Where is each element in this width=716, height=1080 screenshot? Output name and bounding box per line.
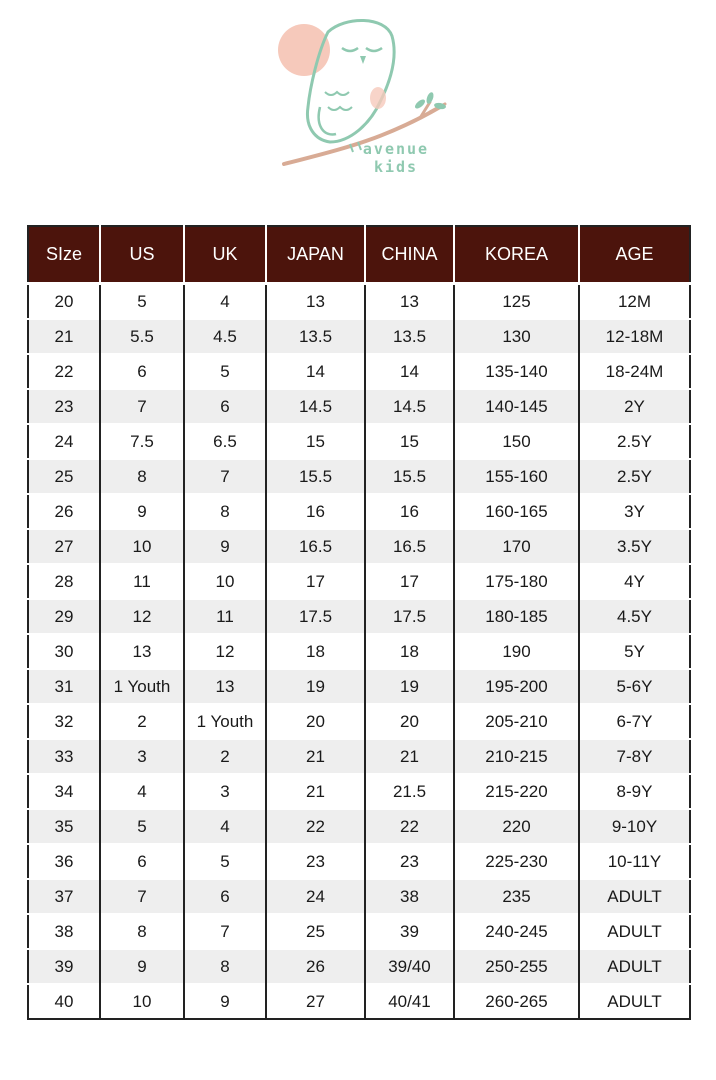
cell-age: 3Y: [579, 494, 690, 529]
cell-size: 29: [28, 599, 100, 634]
cell-size: 23: [28, 389, 100, 424]
cell-china: 40/41: [365, 984, 454, 1019]
cell-uk: 8: [184, 494, 266, 529]
cell-japan: 21: [266, 774, 365, 809]
cell-japan: 13: [266, 284, 365, 320]
cell-age: 12-18M: [579, 319, 690, 354]
cell-uk: 6: [184, 389, 266, 424]
cell-us: 6: [100, 354, 184, 389]
cell-china: 19: [365, 669, 454, 704]
cell-size: 35: [28, 809, 100, 844]
cell-age: ADULT: [579, 879, 690, 914]
cell-age: 18-24M: [579, 354, 690, 389]
header-korea: KOREA: [454, 226, 579, 284]
cell-us: 2: [100, 704, 184, 739]
table-row: [28, 599, 690, 634]
cell-korea: 155-160: [454, 459, 579, 494]
cell-uk: 11: [184, 599, 266, 634]
cell-uk: 4.5: [184, 319, 266, 354]
cell-japan: 14.5: [266, 389, 365, 424]
cell-korea: 190: [454, 634, 579, 669]
cell-size: 32: [28, 704, 100, 739]
table-row: [28, 844, 690, 879]
cell-china: 20: [365, 704, 454, 739]
table-row: [28, 424, 690, 459]
cell-korea: 210-215: [454, 739, 579, 774]
cell-age: 4.5Y: [579, 599, 690, 634]
cell-us: 9: [100, 949, 184, 984]
header-japan: JAPAN: [266, 226, 365, 284]
size-chart-table: [27, 225, 691, 1020]
cell-korea: 135-140: [454, 354, 579, 389]
cell-us: 5: [100, 809, 184, 844]
cell-age: 8-9Y: [579, 774, 690, 809]
cell-china: 13.5: [365, 319, 454, 354]
cell-us: 12: [100, 599, 184, 634]
cell-china: 22: [365, 809, 454, 844]
cell-size: 20: [28, 284, 100, 320]
table-row: [28, 774, 690, 809]
cell-age: 2.5Y: [579, 424, 690, 459]
cell-age: 10-11Y: [579, 844, 690, 879]
cell-korea: 240-245: [454, 914, 579, 949]
header-uk: UK: [184, 226, 266, 284]
cell-korea: 225-230: [454, 844, 579, 879]
cell-korea: 260-265: [454, 984, 579, 1019]
cell-uk: 5: [184, 354, 266, 389]
table-row: [28, 284, 690, 320]
cell-us: 3: [100, 739, 184, 774]
cell-size: 38: [28, 914, 100, 949]
cell-uk: 10: [184, 564, 266, 599]
cell-japan: 22: [266, 809, 365, 844]
cell-china: 16.5: [365, 529, 454, 564]
cell-china: 18: [365, 634, 454, 669]
cell-age: 7-8Y: [579, 739, 690, 774]
cell-korea: 130: [454, 319, 579, 354]
brand-line-2: kids: [373, 158, 419, 176]
cell-china: 21: [365, 739, 454, 774]
cell-japan: 24: [266, 879, 365, 914]
cell-age: 2.5Y: [579, 459, 690, 494]
cell-age: 9-10Y: [579, 809, 690, 844]
cell-size: 26: [28, 494, 100, 529]
cell-uk: 7: [184, 914, 266, 949]
cell-uk: 6.5: [184, 424, 266, 459]
cell-uk: 3: [184, 774, 266, 809]
cell-age: 12M: [579, 284, 690, 320]
table-row: [28, 494, 690, 529]
cell-korea: 220: [454, 809, 579, 844]
cell-age: 5Y: [579, 634, 690, 669]
cell-japan: 26: [266, 949, 365, 984]
cell-uk: 4: [184, 809, 266, 844]
cell-china: 39/40: [365, 949, 454, 984]
cell-uk: 12: [184, 634, 266, 669]
cell-age: 3.5Y: [579, 529, 690, 564]
cell-japan: 27: [266, 984, 365, 1019]
cell-us: 13: [100, 634, 184, 669]
cell-uk: 1 Youth: [184, 704, 266, 739]
table-row: [28, 704, 690, 739]
cell-size: 28: [28, 564, 100, 599]
cell-japan: 16: [266, 494, 365, 529]
table-row: [28, 564, 690, 599]
cell-size: 21: [28, 319, 100, 354]
cell-us: 10: [100, 529, 184, 564]
cell-size: 31: [28, 669, 100, 704]
cell-japan: 14: [266, 354, 365, 389]
cell-us: 5.5: [100, 319, 184, 354]
cell-size: 33: [28, 739, 100, 774]
table-row: [28, 914, 690, 949]
table-body: [28, 284, 690, 1020]
header-us: US: [100, 226, 184, 284]
cell-age: ADULT: [579, 984, 690, 1019]
cell-korea: 205-210: [454, 704, 579, 739]
cell-us: 8: [100, 459, 184, 494]
table-row: [28, 879, 690, 914]
table-row: [28, 389, 690, 424]
cell-us: 10: [100, 984, 184, 1019]
table-row: [28, 634, 690, 669]
cell-us: 11: [100, 564, 184, 599]
cell-us: 6: [100, 844, 184, 879]
cell-us: 7.5: [100, 424, 184, 459]
table-row: [28, 459, 690, 494]
cell-china: 15: [365, 424, 454, 459]
cell-size: 39: [28, 949, 100, 984]
cell-korea: 150: [454, 424, 579, 459]
cell-size: 24: [28, 424, 100, 459]
cell-korea: 125: [454, 284, 579, 320]
table-row: [28, 669, 690, 704]
cell-china: 38: [365, 879, 454, 914]
cell-uk: 5: [184, 844, 266, 879]
cell-korea: 250-255: [454, 949, 579, 984]
cell-japan: 15: [266, 424, 365, 459]
table-row: [28, 319, 690, 354]
cell-size: 34: [28, 774, 100, 809]
table-row: [28, 354, 690, 389]
cell-size: 25: [28, 459, 100, 494]
cell-age: 4Y: [579, 564, 690, 599]
cell-age: 5-6Y: [579, 669, 690, 704]
cell-age: ADULT: [579, 914, 690, 949]
cell-korea: 160-165: [454, 494, 579, 529]
cell-size: 40: [28, 984, 100, 1019]
table-row: [28, 739, 690, 774]
cell-japan: 13.5: [266, 319, 365, 354]
cell-size: 22: [28, 354, 100, 389]
cell-korea: 140-145: [454, 389, 579, 424]
cell-age: ADULT: [579, 949, 690, 984]
cell-us: 8: [100, 914, 184, 949]
cell-china: 13: [365, 284, 454, 320]
cell-china: 14: [365, 354, 454, 389]
cell-korea: 170: [454, 529, 579, 564]
cell-china: 17: [365, 564, 454, 599]
cell-china: 17.5: [365, 599, 454, 634]
cell-uk: 13: [184, 669, 266, 704]
table-row: [28, 984, 690, 1019]
cell-japan: 21: [266, 739, 365, 774]
cell-size: 27: [28, 529, 100, 564]
cell-japan: 15.5: [266, 459, 365, 494]
cell-age: 6-7Y: [579, 704, 690, 739]
cell-korea: 215-220: [454, 774, 579, 809]
cell-japan: 17: [266, 564, 365, 599]
brand-wordmark: [356, 140, 436, 176]
cell-china: 14.5: [365, 389, 454, 424]
cell-us: 1 Youth: [100, 669, 184, 704]
cell-korea: 180-185: [454, 599, 579, 634]
cell-size: 36: [28, 844, 100, 879]
table-header-row: [28, 226, 690, 284]
table-row: [28, 809, 690, 844]
cell-japan: 17.5: [266, 599, 365, 634]
cell-japan: 19: [266, 669, 365, 704]
cell-uk: 9: [184, 984, 266, 1019]
cell-japan: 16.5: [266, 529, 365, 564]
cell-korea: 175-180: [454, 564, 579, 599]
cell-us: 7: [100, 389, 184, 424]
cell-uk: 4: [184, 284, 266, 320]
header-age: AGE: [579, 226, 690, 284]
cell-china: 23: [365, 844, 454, 879]
cell-us: 4: [100, 774, 184, 809]
cell-uk: 2: [184, 739, 266, 774]
cell-japan: 25: [266, 914, 365, 949]
cell-us: 5: [100, 284, 184, 320]
cell-china: 16: [365, 494, 454, 529]
cell-uk: 7: [184, 459, 266, 494]
cell-size: 30: [28, 634, 100, 669]
cell-age: 2Y: [579, 389, 690, 424]
cell-korea: 235: [454, 879, 579, 914]
cell-japan: 20: [266, 704, 365, 739]
cell-us: 7: [100, 879, 184, 914]
cell-uk: 9: [184, 529, 266, 564]
header-china: CHINA: [365, 226, 454, 284]
cell-china: 39: [365, 914, 454, 949]
cell-japan: 18: [266, 634, 365, 669]
brand-line-1: avenue: [362, 140, 430, 158]
cell-uk: 6: [184, 879, 266, 914]
cell-size: 37: [28, 879, 100, 914]
cell-china: 21.5: [365, 774, 454, 809]
table-row: [28, 529, 690, 564]
cell-uk: 8: [184, 949, 266, 984]
cell-japan: 23: [266, 844, 365, 879]
table-row: [28, 949, 690, 984]
cell-korea: 195-200: [454, 669, 579, 704]
cell-us: 9: [100, 494, 184, 529]
header-size: SIze: [28, 226, 100, 284]
brand-logo: [270, 12, 455, 182]
cell-china: 15.5: [365, 459, 454, 494]
